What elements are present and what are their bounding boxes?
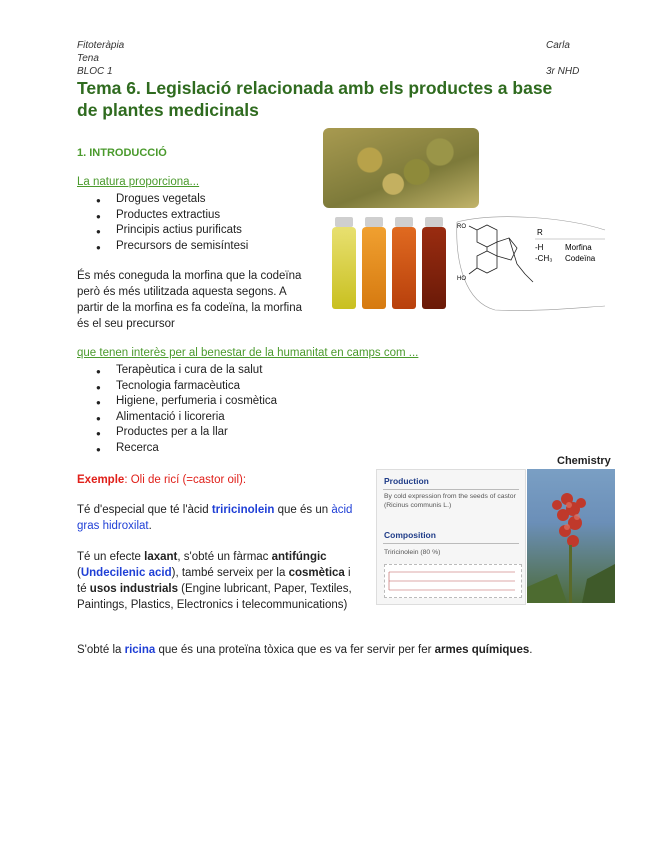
example-line (77, 472, 246, 488)
term-undecilenic-acid: Undecilenic acid (80, 567, 172, 579)
text: i té (77, 567, 351, 595)
header-block: BLOC 1 (77, 66, 113, 77)
triglyceride-formula (384, 564, 522, 598)
list-item: ● Productes per a la llar (96, 425, 277, 441)
text: ), també serveix per la (171, 567, 289, 579)
r-header: R (537, 228, 543, 237)
r-ch3: -CH₃ (535, 254, 553, 263)
chemistry-heading: Chemistry (557, 455, 611, 467)
example-text: : Oli de ricí (=castor oil): (124, 474, 247, 486)
header-course: 3r NHD (546, 66, 580, 77)
list-item: ● Alimentació i licoreria (96, 410, 277, 426)
composition-text: Triricinolein (80 %) (384, 549, 441, 556)
interest-list (96, 363, 277, 456)
production-heading: Production (384, 476, 429, 486)
text: que és un (274, 504, 332, 516)
term-hydroxy-fatty-acid: àcid gras hidroxilat (77, 504, 353, 532)
r-h: -H (535, 243, 544, 252)
nature-list (96, 192, 248, 254)
uses-paragraph (77, 549, 357, 613)
list-item: ● Recerca (96, 441, 277, 457)
morfina-label: Morfina (565, 243, 592, 252)
list-item: ● Terapèutica i cura de la salut (96, 363, 277, 379)
castor-plant-photo (527, 469, 615, 603)
list-item: ● Principis actius purificats (96, 223, 248, 239)
bottle-orange (362, 227, 386, 309)
composition-heading: Composition (384, 530, 436, 540)
section-heading: 1. INTRODUCCIÓ (77, 147, 167, 159)
list-item: ● Tecnologia farmacèutica (96, 379, 277, 395)
term-antifungic: antifúngic (271, 551, 327, 563)
ho-label: HO (457, 276, 466, 282)
formula-svg (385, 565, 521, 597)
text: . (529, 644, 533, 656)
ricinolein-paragraph (77, 502, 357, 534)
list-item: ● Drogues vegetals (96, 192, 248, 208)
castor-info-box (376, 469, 526, 605)
ro-label: RO (457, 224, 466, 230)
list-item: ● Productes extractius (96, 208, 248, 224)
page-title: Tema 6. Legislació relacionada amb els productes a base de plantes medicinals (77, 78, 553, 120)
text: que és una proteïna tòxica que es va fer servir per fer (155, 644, 435, 656)
header-subject: Fitoteràpia (77, 40, 125, 51)
text: (Engine lubricant, Paper, Textiles, Paintings, Plastics, Electronics i telecommunications) (77, 583, 352, 611)
text: . (148, 520, 152, 532)
oil-bottles-image (330, 213, 448, 309)
header-author: Carla (546, 40, 570, 51)
ricin-paragraph (77, 642, 577, 658)
term-triricinolein: triricinolein (211, 504, 275, 516)
term-laxant: laxant (144, 551, 178, 563)
dried-herb-image (323, 128, 479, 208)
production-text: By cold expression from the seeds of castor (Ricinus communis L.) (384, 493, 516, 509)
term-ricina: ricina (124, 644, 156, 656)
morphine-structure-diagram (455, 212, 610, 314)
term-cosmetica: cosmètica (288, 567, 345, 579)
text: , s'obté un fàrmac (177, 551, 272, 563)
text: Té un efecte (77, 551, 145, 563)
example-label: Exemple (77, 474, 125, 486)
bottle-yellow (332, 227, 356, 309)
text: S'obté la (77, 644, 125, 656)
list-item: ● Higiene, perfumeria i cosmètica (96, 394, 277, 410)
text: ( (77, 567, 81, 579)
header-name: Tena (77, 53, 99, 64)
bottle-amber (392, 227, 416, 309)
nature-link[interactable]: La natura proporciona... (77, 176, 200, 188)
codeina-label: Codeïna (565, 254, 596, 263)
chemical-structure-svg (455, 212, 610, 314)
term-industrial-uses: usos industrials (89, 583, 178, 595)
plant-svg (527, 469, 615, 603)
text: Té d'especial que té l'àcid (77, 504, 212, 516)
term-chemical-weapons: armes químiques (434, 644, 530, 656)
interest-link[interactable]: que tenen interès per al benestar de la humanitat en camps com ... (77, 347, 419, 359)
bottle-dark-red (422, 227, 446, 309)
morphine-paragraph: És més coneguda la morfina que la codeïna però és més utilitzada aquesta segons. A partir de la morfina es fa codeïna, la morfina és el seu precursor (77, 270, 303, 330)
list-item: ● Precursors de semisíntesi (96, 239, 248, 255)
